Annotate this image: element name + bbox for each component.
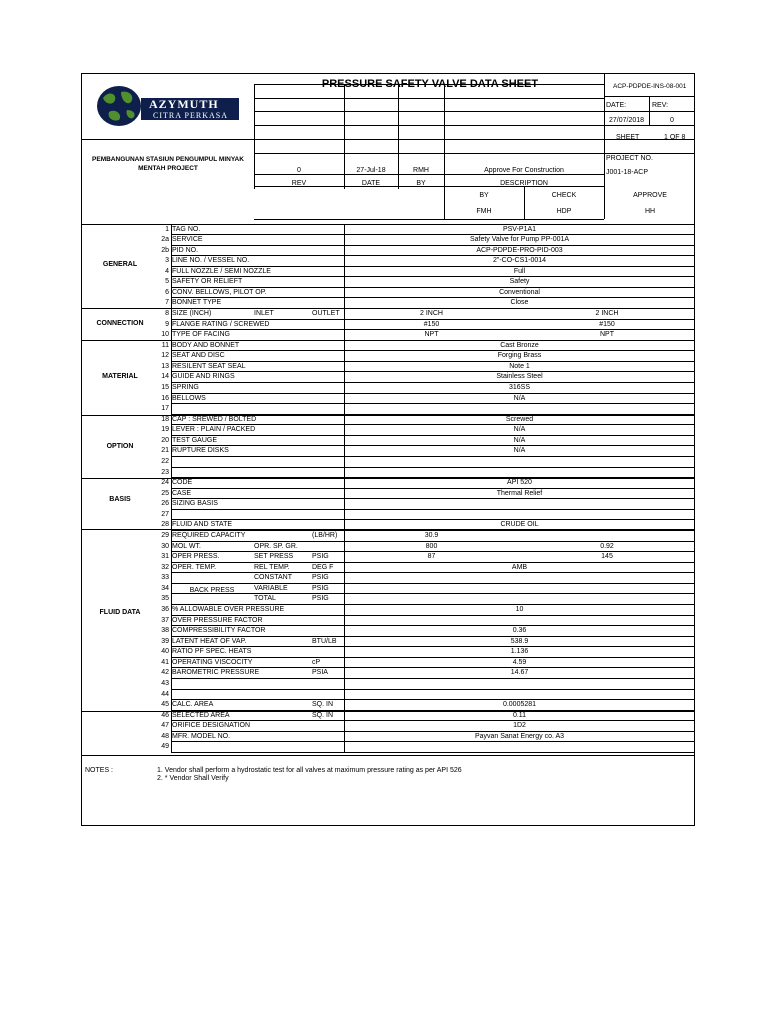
date-value: 27/07/2018: [609, 117, 645, 124]
row-label: OVER PRESSURE FACTOR: [172, 616, 263, 624]
row-label: RUPTURE DISKS: [172, 447, 229, 455]
row-number: 21: [161, 447, 169, 455]
row-number: 20: [161, 436, 169, 444]
note-2: 2. * Vendor Shall Verify: [157, 775, 229, 782]
rev-header-date: DATE: [361, 180, 381, 187]
row-value: 1.136: [510, 648, 529, 656]
row-value: 538.9: [510, 637, 529, 645]
row-divider: [171, 266, 695, 267]
row-value: Stainless Steel: [496, 373, 543, 381]
grid-hline: [604, 139, 695, 140]
grid-vline: [604, 74, 605, 219]
row-unit: DEG F: [312, 563, 334, 571]
row-divider: [171, 667, 695, 668]
section-general: GENERAL: [102, 261, 138, 268]
row-value: 4.59: [512, 658, 527, 666]
row-number: 38: [161, 627, 169, 635]
project-value: J001-18-ACP: [606, 169, 649, 176]
row-divider: [171, 456, 695, 457]
row-label: RATIO PF SPEC. HEATS: [172, 648, 252, 656]
row-sublabel: CONSTANT: [254, 574, 292, 582]
row-number: 49: [161, 743, 169, 751]
row-divider: [171, 731, 695, 732]
row-divider: [171, 678, 695, 679]
grid-hline: [254, 84, 604, 85]
row-value: 14.67: [510, 669, 529, 677]
row-number: 10: [161, 331, 169, 339]
row-number: 9: [165, 320, 169, 328]
grid-vline: [444, 84, 445, 219]
grid-hline: [254, 111, 604, 112]
rev-header-by: BY: [416, 180, 426, 187]
row-value: CRUDE OIL: [500, 521, 539, 529]
row-value-1: 87: [427, 553, 436, 561]
row-divider: [171, 625, 695, 626]
row-value-2: 145: [601, 553, 613, 561]
row-divider: [171, 371, 695, 372]
row-value: 316SS: [508, 384, 531, 392]
rev-label: REV:: [652, 102, 669, 109]
row-value-2: 0.92: [600, 542, 614, 550]
rev-row-desc: Approve For Construction: [484, 167, 564, 174]
row-divider: [171, 382, 695, 383]
row-value: Safety: [509, 278, 530, 286]
row-divider: [171, 467, 695, 468]
row-value-1: 800: [425, 542, 438, 550]
row-label: COMPRESSIBILITY FACTOR: [172, 627, 266, 635]
grid-hline: [82, 711, 695, 712]
row-divider: [171, 287, 695, 288]
note-1: 1. Vendor shall perform a hydrostatic test for all valves at maximum pressure rating as per API 526: [157, 767, 462, 774]
project-label: PROJECT NO.: [606, 155, 653, 162]
row-number: 13: [161, 362, 169, 370]
row-divider: [171, 741, 695, 742]
row-number: 5: [165, 278, 169, 286]
row-label: SIZING BASIS: [172, 500, 218, 508]
row-label: SERVICE: [172, 236, 203, 244]
row-number: 16: [161, 394, 169, 402]
section-basis: BASIS: [109, 496, 131, 503]
grid-vline: [254, 84, 255, 189]
row-value: N/A: [513, 394, 526, 402]
grid-hline: [82, 224, 695, 225]
row-label: PID NO.: [172, 246, 199, 254]
row-number: 17: [161, 405, 169, 413]
row-value: Close: [510, 299, 529, 307]
grid-hline: [604, 153, 695, 154]
row-label: FLANGE RATING / SCREWED: [172, 320, 270, 328]
grid-hline: [82, 415, 695, 416]
row-number: 37: [161, 616, 169, 624]
row-number: 45: [161, 701, 169, 709]
rev-header-rev: REV: [291, 180, 307, 187]
grid-hline: [82, 340, 695, 341]
row-divider: [171, 276, 695, 277]
row-divider: [171, 604, 695, 605]
row-number: 43: [161, 680, 169, 687]
row-value-2: NPT: [600, 331, 614, 339]
row-label: CONV. BELLOWS, PILOT OP.: [172, 288, 267, 296]
row-divider: [171, 699, 695, 700]
section-material: MATERIAL: [102, 373, 138, 380]
row-label: BAROMETRIC PRESSURE: [172, 669, 260, 677]
row-divider: [171, 403, 695, 404]
row-number: 1: [165, 225, 169, 233]
approval-by-label: BY: [479, 192, 489, 199]
row-label: MOL WT.: [172, 542, 201, 550]
row-label: REQUIRED CAPACITY: [172, 532, 246, 540]
approval-check-value: HDP: [556, 208, 572, 215]
row-number: 22: [161, 458, 169, 466]
row-label: LINE NO. / VESSEL NO.: [172, 257, 250, 265]
row-label: SIZE (INCH): [172, 310, 212, 318]
row-value: 1D2: [513, 722, 526, 730]
row-number: 2a: [161, 236, 169, 244]
row-label: SELECTED AREA: [172, 711, 230, 719]
row-divider: [171, 245, 695, 246]
row-number: 7: [165, 299, 169, 307]
row-divider: [171, 329, 695, 330]
row-label: TEST GAUGE: [172, 436, 217, 444]
row-value-2: #150: [599, 320, 615, 328]
row-divider: [171, 541, 695, 542]
project-name-2: MENTAH PROJECT: [138, 165, 198, 172]
section-connection: CONNECTION: [96, 320, 144, 327]
row-number: 33: [161, 574, 169, 582]
row-divider: [171, 551, 695, 552]
row-number: 42: [161, 669, 169, 677]
row-label: ORIFICE DESIGNATION: [172, 722, 251, 730]
row-divider: [171, 350, 695, 351]
logo-line1: AZYMUTH: [149, 97, 219, 111]
row-sublabel: SET PRESS: [254, 553, 294, 561]
approval-approve-label: APPROVE: [633, 192, 667, 199]
row-divider: [171, 593, 695, 594]
logo-line2: CITRA PERKASA: [153, 111, 229, 120]
row-divider: [171, 572, 695, 573]
row-value: N/A: [513, 426, 526, 434]
row-number: 24: [161, 479, 169, 487]
row-number: 2b: [161, 246, 169, 254]
grid-hline: [82, 755, 695, 756]
project-name-1: PEMBANGUNAN STASIUN PENGUMPUL MINYAK: [92, 156, 244, 163]
row-number: 36: [161, 606, 169, 614]
data-sheet: [81, 73, 695, 826]
row-label: CAP : SREWED / BOLTED: [172, 415, 257, 423]
row-number: 41: [161, 658, 169, 666]
row-value: AMB: [511, 563, 528, 571]
row-label: CASE: [172, 489, 192, 497]
row-label: BELLOWS: [172, 394, 206, 402]
row-divider: [171, 393, 695, 394]
row-value: PSV-P1A1: [502, 225, 537, 233]
row-divider: [171, 424, 695, 425]
row-label: MFR. MODEL NO.: [172, 732, 231, 740]
row-divider: [171, 752, 695, 753]
row-label: OPER. TEMP.: [172, 563, 217, 571]
row-number: 44: [161, 690, 169, 698]
sheet-label: SHEET: [616, 134, 640, 141]
grid-hline: [254, 139, 604, 140]
company-logo: [95, 84, 245, 130]
back-press-label: BACK PRESS: [189, 587, 235, 594]
row-label: BONNET TYPE: [172, 299, 222, 307]
row-sublabel-2: OUTLET: [312, 310, 340, 318]
row-sublabel: TOTAL: [254, 595, 276, 603]
row-divider: [171, 530, 695, 531]
row-number: 34: [161, 584, 169, 592]
row-value-1: NPT: [424, 331, 439, 339]
row-value: ACP-PDPDE-PRO-PID-003: [476, 246, 563, 254]
row-label: SPRING: [172, 384, 199, 392]
row-number: 46: [161, 711, 169, 719]
row-value: Screwed: [505, 415, 534, 423]
grid-hline: [254, 219, 604, 220]
grid-hline: [254, 153, 604, 154]
row-divider: [171, 319, 695, 320]
row-value: 0.0005281: [502, 701, 537, 709]
row-number: 26: [161, 500, 169, 508]
row-label: SEAT AND DISC: [172, 352, 225, 360]
row-divider: [171, 657, 695, 658]
row-divider: [171, 255, 695, 256]
row-sublabel: OPR. SP. GR.: [254, 542, 298, 550]
row-divider: [171, 636, 695, 637]
row-value: Full: [513, 267, 526, 275]
row-divider: [171, 646, 695, 647]
row-value: Conventional: [499, 288, 540, 296]
grid-hline: [82, 478, 695, 479]
row-value-1: 30.9: [424, 532, 439, 540]
row-label: % ALLOWABLE OVER PRESSURE: [172, 606, 285, 614]
section-option: OPTION: [106, 443, 134, 450]
approval-by-value: FMH: [476, 208, 492, 215]
row-label: OPER PRESS.: [172, 553, 220, 561]
row-value: 0.36: [512, 627, 527, 635]
row-number: 29: [161, 532, 169, 540]
sheet-title: PRESSURE SAFETY VALVE DATA SHEET: [321, 78, 539, 90]
row-unit: SQ. IN: [312, 701, 334, 709]
grid-hline: [82, 308, 695, 309]
row-divider: [171, 720, 695, 721]
grid-hline: [254, 186, 604, 187]
row-number: 25: [161, 489, 169, 497]
row-value: 2"-CO-CS1-0014: [492, 257, 547, 265]
row-divider: [171, 689, 695, 690]
row-label: GUIDE AND RINGS: [172, 373, 235, 381]
row-value: Safety Valve for Pump PP-001A: [469, 236, 570, 244]
grid-hline: [82, 139, 254, 140]
rev-row-date: 27-Jul-18: [356, 167, 386, 174]
row-divider: [171, 562, 695, 563]
row-value: Payvan Sanat Energy co. A3: [474, 732, 565, 740]
row-number: 15: [161, 384, 169, 392]
row-value: Forging Brass: [497, 352, 542, 360]
row-number: 19: [161, 426, 169, 434]
row-label: LEVER : PLAIN / PACKED: [172, 426, 256, 434]
row-value-1: #150: [423, 320, 440, 328]
row-label: FLUID AND STATE: [172, 521, 233, 529]
row-label: OPERATING VISCOCITY: [172, 658, 253, 666]
row-number: 18: [161, 415, 169, 423]
row-number: 48: [161, 732, 169, 740]
doc-number: ACP-PDPDE-INS-08-001: [613, 83, 687, 90]
row-unit: cP: [312, 658, 321, 666]
row-unit: PSIG: [312, 595, 329, 603]
rev-row-rev: 0: [297, 167, 301, 174]
row-number: 23: [161, 468, 169, 476]
row-label: CALC. AREA: [172, 701, 214, 709]
row-label: FULL NOZZLE / SEMI NOZZLE: [172, 267, 271, 275]
row-divider: [171, 509, 695, 510]
row-divider: [171, 445, 695, 446]
row-label: TAG NO.: [172, 225, 201, 233]
row-divider: [171, 519, 695, 520]
row-unit: PSIG: [312, 574, 329, 582]
row-label: TYPE OF FACING: [172, 331, 230, 339]
row-unit: (LB/HR): [312, 532, 338, 540]
row-value: Cast Bronze: [500, 341, 539, 349]
rev-row-by: RMH: [413, 167, 429, 174]
rev-value: 0: [670, 117, 674, 124]
notes-label: NOTES :: [85, 767, 114, 774]
grid-hline: [82, 529, 695, 530]
row-value: 10: [515, 606, 524, 614]
row-number: 28: [161, 521, 169, 529]
grid-vline: [398, 84, 399, 189]
row-number: 4: [165, 267, 169, 275]
grid-hline: [254, 125, 604, 126]
row-divider: [171, 234, 695, 235]
row-divider: [171, 361, 695, 362]
row-divider: [171, 435, 695, 436]
row-label: RESILENT SEAT SEAL: [172, 362, 246, 370]
row-number: 40: [161, 648, 169, 656]
row-unit: PSIG: [312, 584, 329, 592]
row-value-1: 2 INCH: [420, 310, 443, 318]
row-number: 8: [165, 310, 169, 318]
grid-hline: [604, 125, 695, 126]
row-unit: PSIA: [312, 669, 328, 677]
row-value-2: 2 INCH: [595, 310, 619, 318]
row-label: BODY AND BONNET: [172, 341, 240, 349]
row-number: 12: [161, 352, 169, 360]
row-label: CODE: [172, 479, 193, 487]
row-value: API 520: [507, 479, 532, 487]
row-label: LATENT HEAT OF VAP.: [172, 637, 247, 645]
row-number: 14: [161, 373, 169, 381]
row-number: 35: [161, 595, 169, 603]
grid-vline: [649, 96, 650, 125]
row-unit: BTU/LB: [312, 637, 337, 645]
grid-vline: [344, 84, 345, 189]
rev-header-desc: DESCRIPTION: [500, 180, 548, 187]
row-number: 30: [161, 542, 169, 550]
grid-vline: [344, 224, 345, 753]
date-label: DATE:: [606, 102, 627, 109]
section-fluid-data: FLUID DATA: [99, 609, 141, 616]
row-divider: [171, 297, 695, 298]
row-number: 27: [161, 510, 169, 518]
grid-vline: [171, 224, 172, 753]
row-sublabel: INLET: [254, 310, 274, 318]
row-number: 47: [161, 722, 169, 730]
row-value: N/A: [513, 436, 526, 444]
row-divider: [171, 615, 695, 616]
row-unit: SQ. IN: [312, 711, 334, 719]
row-number: 3: [165, 257, 169, 265]
grid-hline: [254, 98, 604, 99]
row-unit: PSIG: [312, 553, 329, 561]
approval-check-label: CHECK: [551, 192, 577, 199]
row-number: 6: [165, 288, 169, 296]
grid-vline: [524, 186, 525, 219]
row-value: 0.11: [512, 711, 527, 719]
row-label: SAFETY OR RELIEFT: [172, 278, 243, 286]
row-value: N/A: [513, 447, 526, 455]
row-value: Note 1: [509, 362, 530, 370]
row-divider: [171, 583, 695, 584]
row-number: 31: [161, 553, 169, 561]
row-divider: [171, 498, 695, 499]
row-number: 11: [161, 341, 169, 349]
row-divider: [171, 488, 695, 489]
row-sublabel: REL TEMP.: [254, 563, 290, 571]
grid-hline: [254, 174, 604, 175]
row-value: Thermal Relief: [496, 489, 543, 497]
sheet-value: 1 OF 8: [664, 134, 686, 141]
approval-approve-value: HH: [644, 208, 656, 215]
row-number: 32: [161, 563, 169, 571]
row-sublabel: VARIABLE: [254, 584, 288, 592]
row-number: 39: [161, 637, 169, 645]
